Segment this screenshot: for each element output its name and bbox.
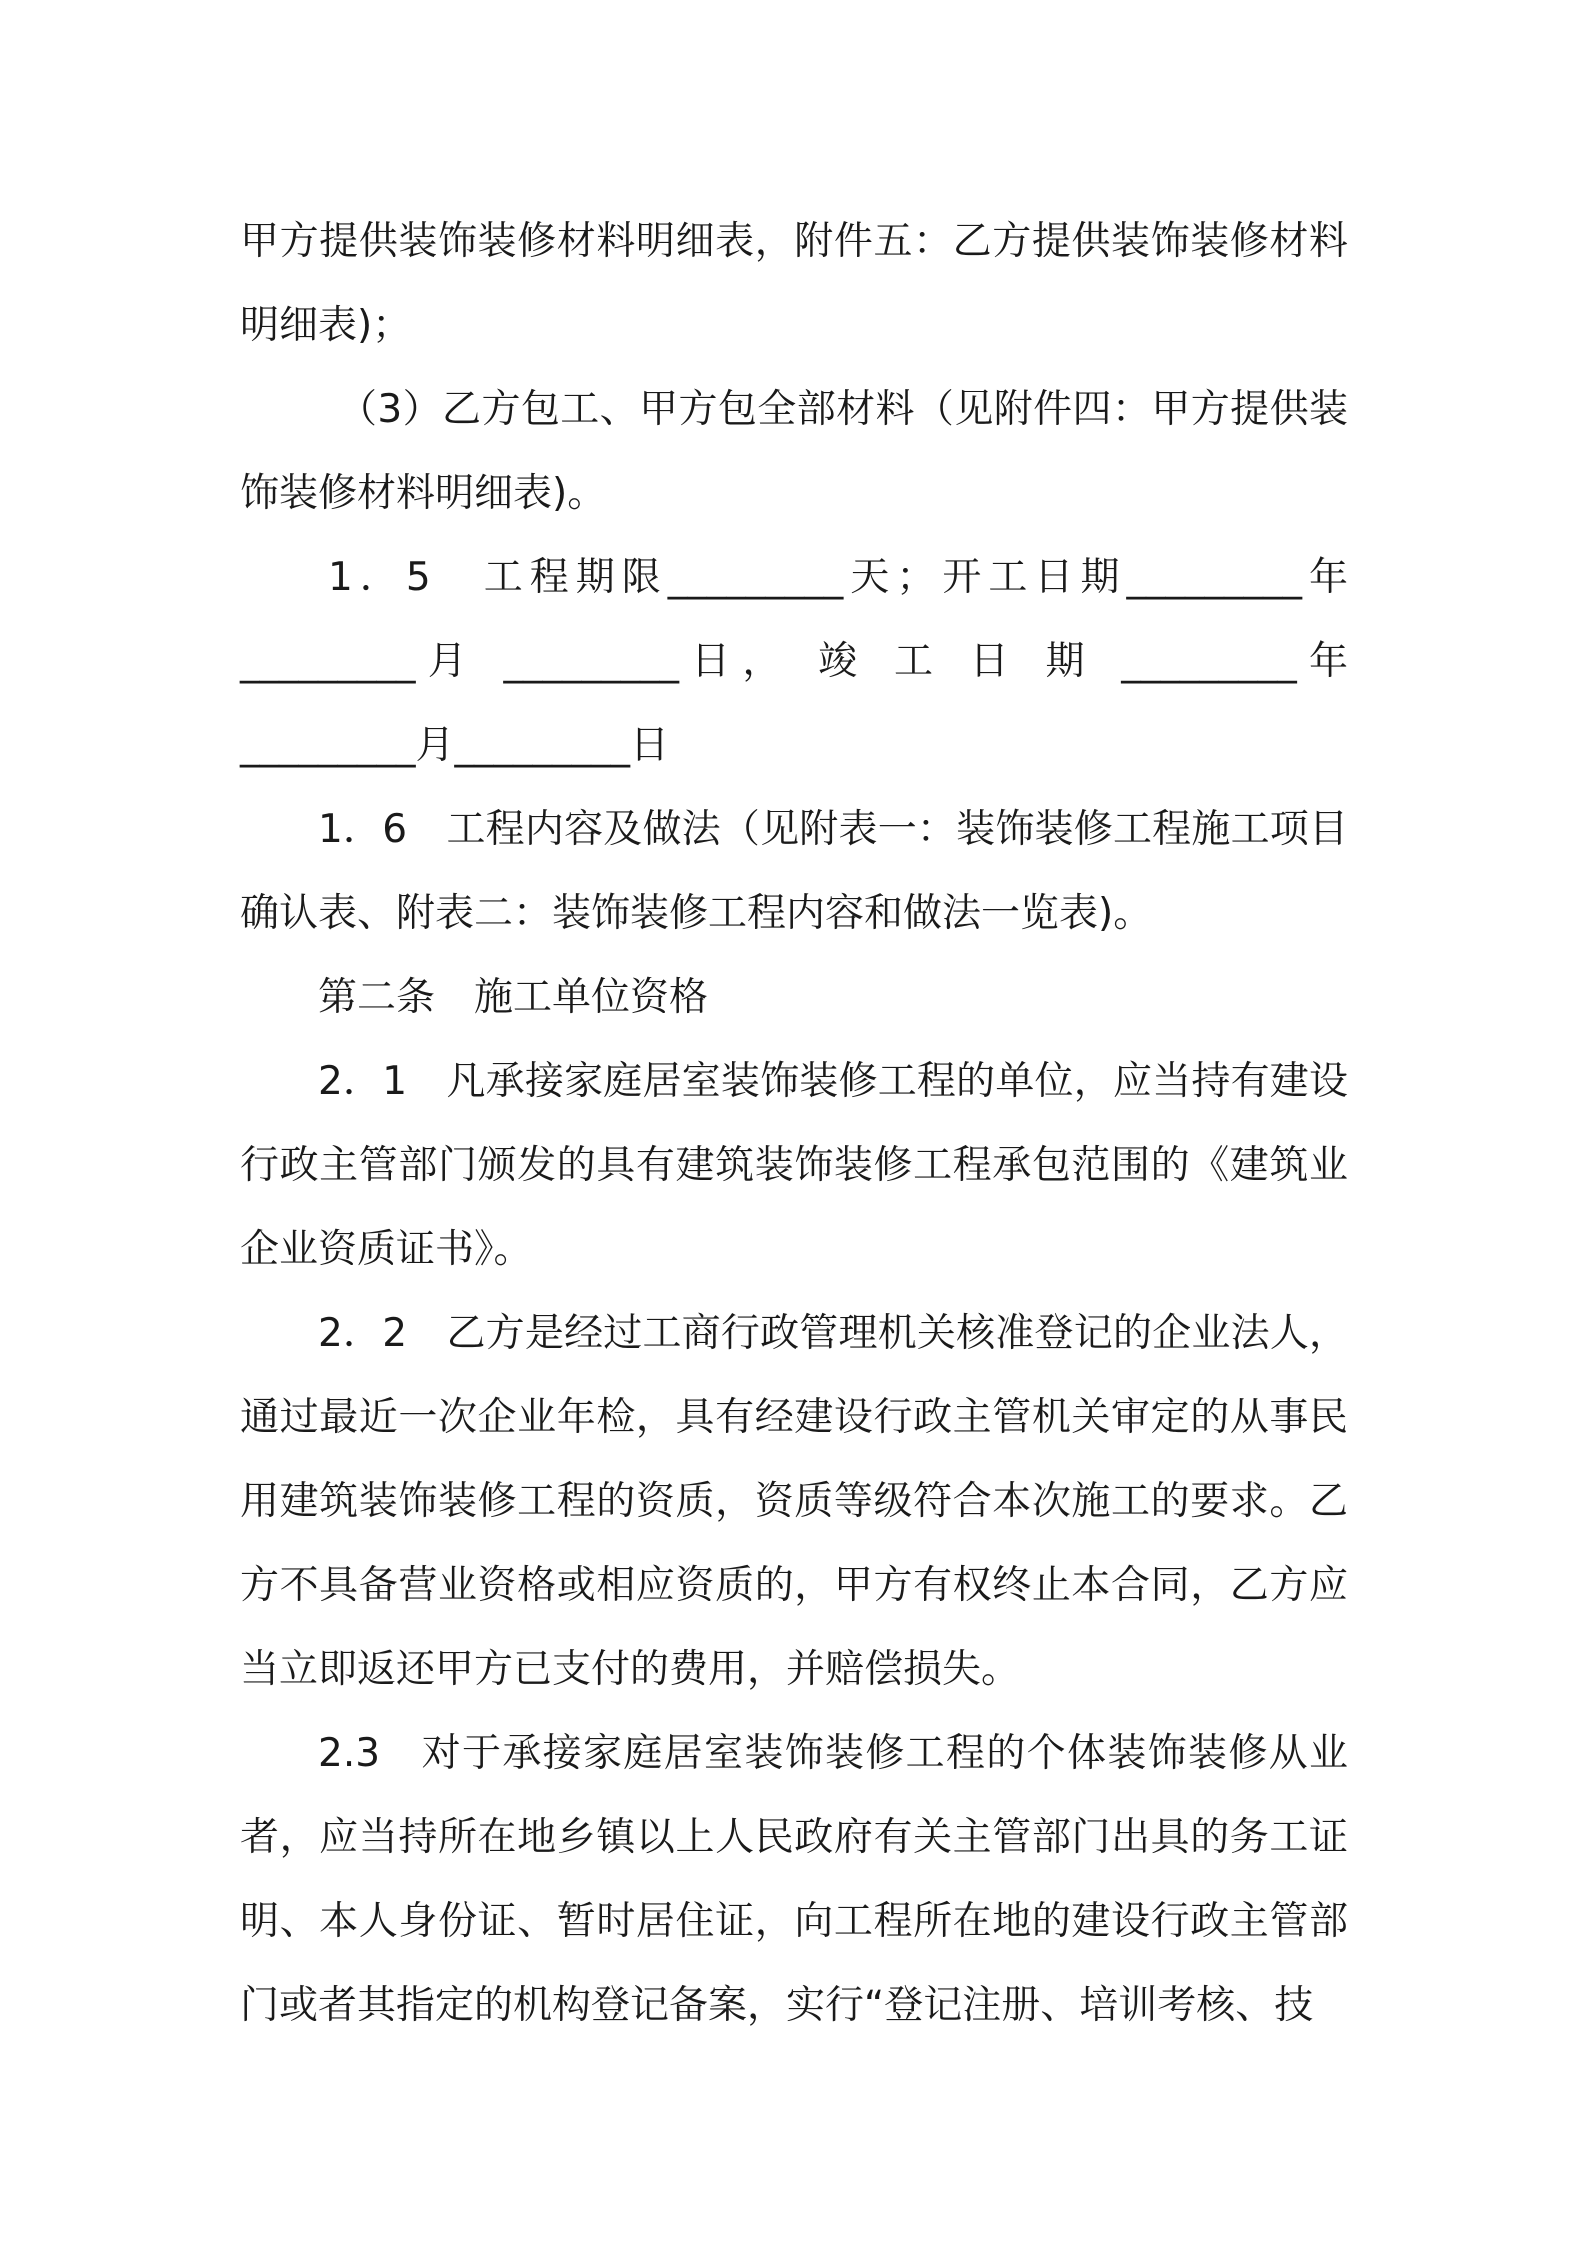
paragraph-2-2: 2．2 乙方是经过工商行政管理机关核准登记的企业法人，通过最近一次企业年检，具有经建设行政主管机关审定的从事民用建筑装饰装修工程的资质，资质等级符合本次施工的要求。乙方不具备营业资格或相应资质的，甲方有权终止本合同，乙方应当立即返还甲方已支付的费用，并赔偿损失。 bbox=[240, 1311, 1348, 1692]
paragraph-2-1: 2．1 凡承接家庭居室装饰装修工程的单位，应当持有建设行政主管部门颁发的具有建筑装饰装修工程承包范围的《建筑业企业资质证书》。 bbox=[240, 1059, 1348, 1272]
paragraph-2-3: 2.3 对于承接家庭居室装饰装修工程的个体装饰装修从业者，应当持所在地乡镇以上人民政府有关主管部门出具的务工证明、本人身份证、暂时居住证，向工程所在地的建设行政主管部门或者其指定的机构登记备案，实行“登记注册、培训考核、技 bbox=[240, 1731, 1348, 2028]
paragraph-1-5-line-3: _________月_________日 bbox=[240, 723, 670, 768]
section-heading-article-2: 第二条 施工单位资格 bbox=[318, 975, 709, 1020]
paragraph-1-5-line-1: 1．5 工程期限_________天；开工日期_________年 bbox=[328, 555, 1348, 600]
paragraph-1-5-line-2: _________月 _________日， 竣 工 日 期 _________年 bbox=[240, 639, 1348, 684]
paragraph-option-3: （3）乙方包工、甲方包全部材料（见附件四：甲方提供装饰装修材料明细表)。 bbox=[240, 387, 1348, 516]
paragraph-1-6: 1．6 工程内容及做法（见附表一：装饰装修工程施工项目确认表、附表二：装饰装修工程内容和做法一览表)。 bbox=[240, 807, 1348, 936]
paragraph-materials-list: 甲方提供装饰装修材料明细表，附件五：乙方提供装饰装修材料明细表)； bbox=[240, 219, 1348, 348]
document-page bbox=[240, 200, 1348, 2048]
